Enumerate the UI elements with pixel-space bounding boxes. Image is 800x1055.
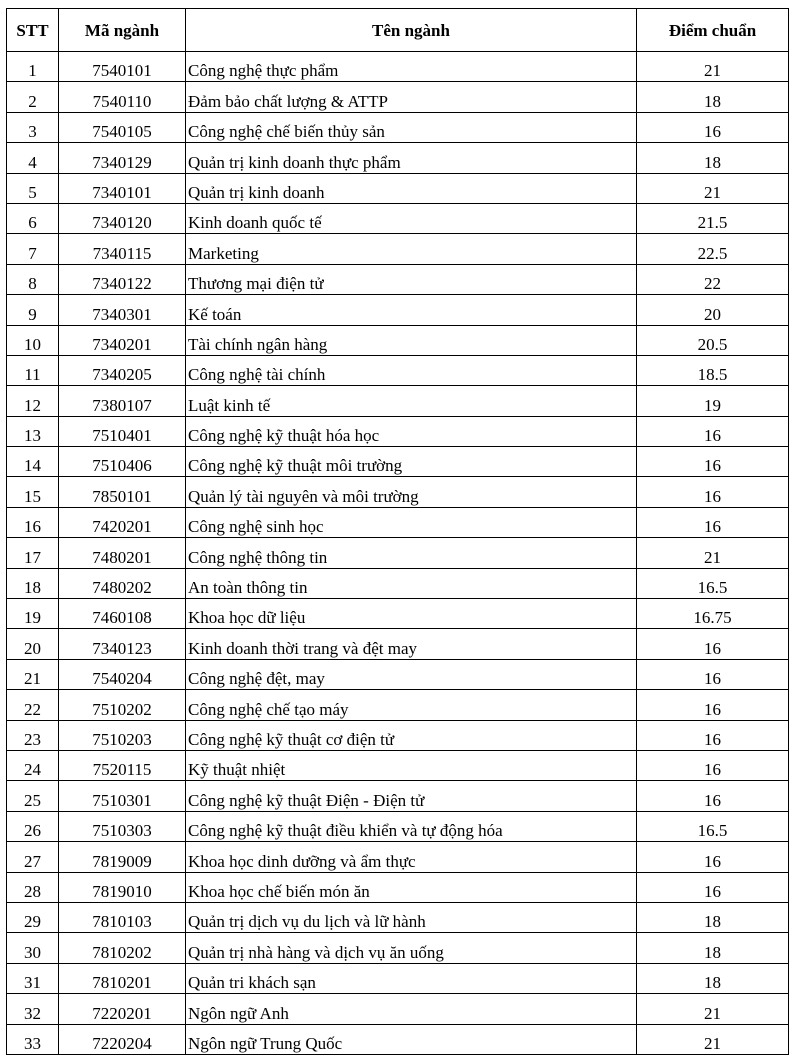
cell-major-name: Luật kinh tế	[186, 386, 637, 416]
cell-major-code: 7819009	[59, 842, 186, 872]
cell-major-name: Đảm bảo chất lượng & ATTP	[186, 82, 637, 112]
cell-cutoff-score: 16	[637, 507, 789, 537]
table-row	[7, 629, 789, 659]
cell-cutoff-score: 16	[637, 659, 789, 689]
cell-major-name: Công nghệ chế tạo máy	[186, 690, 637, 720]
cell-cutoff-score: 21	[637, 538, 789, 568]
cell-cutoff-score: 16	[637, 690, 789, 720]
cell-major-name: Công nghệ thực phẩm	[186, 52, 637, 82]
cell-major-name: Quản trị nhà hàng và dịch vụ ăn uống	[186, 933, 637, 963]
table-body	[7, 52, 789, 1055]
cell-major-name: Kinh doanh thời trang và đệt may	[186, 629, 637, 659]
cell-major-code: 7340101	[59, 173, 186, 203]
table-row	[7, 538, 789, 568]
cell-cutoff-score: 21	[637, 994, 789, 1024]
cell-major-code: 7540105	[59, 112, 186, 142]
cell-stt: 25	[7, 781, 59, 811]
cell-major-code: 7510301	[59, 781, 186, 811]
table-row	[7, 933, 789, 963]
cell-stt: 12	[7, 386, 59, 416]
cell-major-name: Quản lý tài nguyên và môi trường	[186, 477, 637, 507]
cell-stt: 22	[7, 690, 59, 720]
header-cutoff-score: Điểm chuẩn	[637, 9, 789, 52]
cell-stt: 10	[7, 325, 59, 355]
cell-major-name: Quản trị dịch vụ du lịch và lữ hành	[186, 902, 637, 932]
cell-major-code: 7520115	[59, 750, 186, 780]
header-major-code: Mã ngành	[59, 9, 186, 52]
cell-major-name: Marketing	[186, 234, 637, 264]
cell-major-name: Quản trị kinh doanh thực phẩm	[186, 143, 637, 173]
table-row	[7, 416, 789, 446]
cell-major-code: 7460108	[59, 599, 186, 629]
table-row	[7, 234, 789, 264]
cell-major-code: 7420201	[59, 507, 186, 537]
cell-stt: 24	[7, 750, 59, 780]
cell-major-name: Kinh doanh quốc tế	[186, 203, 637, 233]
cell-major-name: Công nghệ kỹ thuật hóa học	[186, 416, 637, 446]
table-row	[7, 811, 789, 841]
cell-major-code: 7540101	[59, 52, 186, 82]
cell-stt: 2	[7, 82, 59, 112]
cell-stt: 29	[7, 902, 59, 932]
cell-major-name: An toàn thông tin	[186, 568, 637, 598]
cell-major-name: Quản tri khách sạn	[186, 963, 637, 993]
cell-major-name: Thương mại điện tử	[186, 264, 637, 294]
table-row	[7, 82, 789, 112]
cell-stt: 19	[7, 599, 59, 629]
cell-stt: 31	[7, 963, 59, 993]
cell-major-code: 7340301	[59, 295, 186, 325]
table-row	[7, 173, 789, 203]
cell-major-name: Kế toán	[186, 295, 637, 325]
cell-stt: 26	[7, 811, 59, 841]
cell-cutoff-score: 20	[637, 295, 789, 325]
cell-stt: 5	[7, 173, 59, 203]
cell-major-code: 7819010	[59, 872, 186, 902]
cell-major-code: 7380107	[59, 386, 186, 416]
cell-major-code: 7340122	[59, 264, 186, 294]
cell-cutoff-score: 16	[637, 447, 789, 477]
cell-cutoff-score: 21.5	[637, 203, 789, 233]
cell-major-code: 7340115	[59, 234, 186, 264]
cell-major-code: 7810103	[59, 902, 186, 932]
table-row	[7, 750, 789, 780]
cell-major-code: 7810201	[59, 963, 186, 993]
cell-stt: 1	[7, 52, 59, 82]
table-header-row	[7, 9, 789, 52]
cell-major-code: 7340120	[59, 203, 186, 233]
cell-cutoff-score: 19	[637, 386, 789, 416]
cell-stt: 16	[7, 507, 59, 537]
cell-major-name: Khoa học dữ liệu	[186, 599, 637, 629]
cell-cutoff-score: 22.5	[637, 234, 789, 264]
table-row	[7, 963, 789, 993]
cell-stt: 30	[7, 933, 59, 963]
cell-major-code: 7810202	[59, 933, 186, 963]
cell-cutoff-score: 16.5	[637, 568, 789, 598]
cell-major-code: 7340201	[59, 325, 186, 355]
table-row	[7, 659, 789, 689]
cell-major-name: Khoa học chế biến món ăn	[186, 872, 637, 902]
cell-stt: 4	[7, 143, 59, 173]
table-row	[7, 52, 789, 82]
table-row	[7, 203, 789, 233]
cell-cutoff-score: 21	[637, 1024, 789, 1054]
cell-major-name: Công nghệ đệt, may	[186, 659, 637, 689]
cell-major-code: 7510401	[59, 416, 186, 446]
table-row	[7, 720, 789, 750]
cell-major-code: 7340129	[59, 143, 186, 173]
cell-cutoff-score: 16	[637, 872, 789, 902]
cell-cutoff-score: 22	[637, 264, 789, 294]
cell-cutoff-score: 18.5	[637, 355, 789, 385]
cell-major-name: Công nghệ thông tin	[186, 538, 637, 568]
table-row	[7, 325, 789, 355]
cell-major-code: 7540110	[59, 82, 186, 112]
cell-cutoff-score: 18	[637, 933, 789, 963]
cell-cutoff-score: 16	[637, 781, 789, 811]
table-row	[7, 386, 789, 416]
cell-cutoff-score: 16	[637, 112, 789, 142]
cell-cutoff-score: 20.5	[637, 325, 789, 355]
cell-major-code: 7510406	[59, 447, 186, 477]
table-row	[7, 599, 789, 629]
cell-cutoff-score: 16.75	[637, 599, 789, 629]
cell-stt: 27	[7, 842, 59, 872]
cell-stt: 17	[7, 538, 59, 568]
cell-cutoff-score: 18	[637, 902, 789, 932]
table-row	[7, 872, 789, 902]
cell-major-code: 7340123	[59, 629, 186, 659]
cell-cutoff-score: 16	[637, 416, 789, 446]
table-row	[7, 781, 789, 811]
cell-cutoff-score: 16	[637, 629, 789, 659]
table-row	[7, 994, 789, 1024]
cell-stt: 21	[7, 659, 59, 689]
table-row	[7, 112, 789, 142]
cell-stt: 8	[7, 264, 59, 294]
table-row	[7, 690, 789, 720]
table-row	[7, 264, 789, 294]
header-major-name: Tên ngành	[186, 9, 637, 52]
header-stt: STT	[7, 9, 59, 52]
cell-major-name: Công nghệ sinh học	[186, 507, 637, 537]
cell-major-code: 7510303	[59, 811, 186, 841]
table-row	[7, 295, 789, 325]
table-row	[7, 143, 789, 173]
admission-scores-table	[6, 8, 789, 1055]
cell-cutoff-score: 21	[637, 52, 789, 82]
cell-stt: 14	[7, 447, 59, 477]
table-row	[7, 447, 789, 477]
cell-stt: 20	[7, 629, 59, 659]
table-row	[7, 355, 789, 385]
table-row	[7, 568, 789, 598]
cell-stt: 23	[7, 720, 59, 750]
table-row	[7, 902, 789, 932]
cell-stt: 11	[7, 355, 59, 385]
cell-major-code: 7220201	[59, 994, 186, 1024]
cell-cutoff-score: 18	[637, 143, 789, 173]
table-row	[7, 477, 789, 507]
cell-stt: 13	[7, 416, 59, 446]
cell-major-code: 7510202	[59, 690, 186, 720]
table-row	[7, 1024, 789, 1054]
cell-major-name: Ngôn ngữ Anh	[186, 994, 637, 1024]
cell-major-code: 7340205	[59, 355, 186, 385]
cell-major-name: Công nghệ kỹ thuật cơ điện tử	[186, 720, 637, 750]
cell-major-name: Tài chính ngân hàng	[186, 325, 637, 355]
cell-major-name: Quản trị kinh doanh	[186, 173, 637, 203]
cell-major-code: 7480201	[59, 538, 186, 568]
cell-stt: 28	[7, 872, 59, 902]
cell-cutoff-score: 16	[637, 842, 789, 872]
cell-stt: 9	[7, 295, 59, 325]
cell-major-code: 7510203	[59, 720, 186, 750]
cell-cutoff-score: 16	[637, 720, 789, 750]
cell-stt: 7	[7, 234, 59, 264]
cell-major-code: 7480202	[59, 568, 186, 598]
cell-stt: 18	[7, 568, 59, 598]
table-row	[7, 842, 789, 872]
table-row	[7, 507, 789, 537]
cell-major-name: Ngôn ngữ Trung Quốc	[186, 1024, 637, 1054]
cell-major-name: Kỹ thuật nhiệt	[186, 750, 637, 780]
cell-major-name: Công nghệ chế biến thủy sản	[186, 112, 637, 142]
cell-major-name: Công nghệ kỹ thuật điều khiển và tự động hóa	[186, 811, 637, 841]
cell-stt: 33	[7, 1024, 59, 1054]
cell-stt: 3	[7, 112, 59, 142]
cell-stt: 15	[7, 477, 59, 507]
cell-cutoff-score: 16.5	[637, 811, 789, 841]
cell-major-name: Công nghệ kỹ thuật môi trường	[186, 447, 637, 477]
cell-stt: 6	[7, 203, 59, 233]
cell-cutoff-score: 16	[637, 750, 789, 780]
cell-major-name: Công nghệ kỹ thuật Điện - Điện tử	[186, 781, 637, 811]
cell-major-code: 7220204	[59, 1024, 186, 1054]
cell-cutoff-score: 16	[637, 477, 789, 507]
cell-stt: 32	[7, 994, 59, 1024]
cell-cutoff-score: 21	[637, 173, 789, 203]
cell-major-code: 7850101	[59, 477, 186, 507]
cell-cutoff-score: 18	[637, 963, 789, 993]
cell-cutoff-score: 18	[637, 82, 789, 112]
cell-major-code: 7540204	[59, 659, 186, 689]
cell-major-name: Khoa học dinh dưỡng và ẩm thực	[186, 842, 637, 872]
cell-major-name: Công nghệ tài chính	[186, 355, 637, 385]
